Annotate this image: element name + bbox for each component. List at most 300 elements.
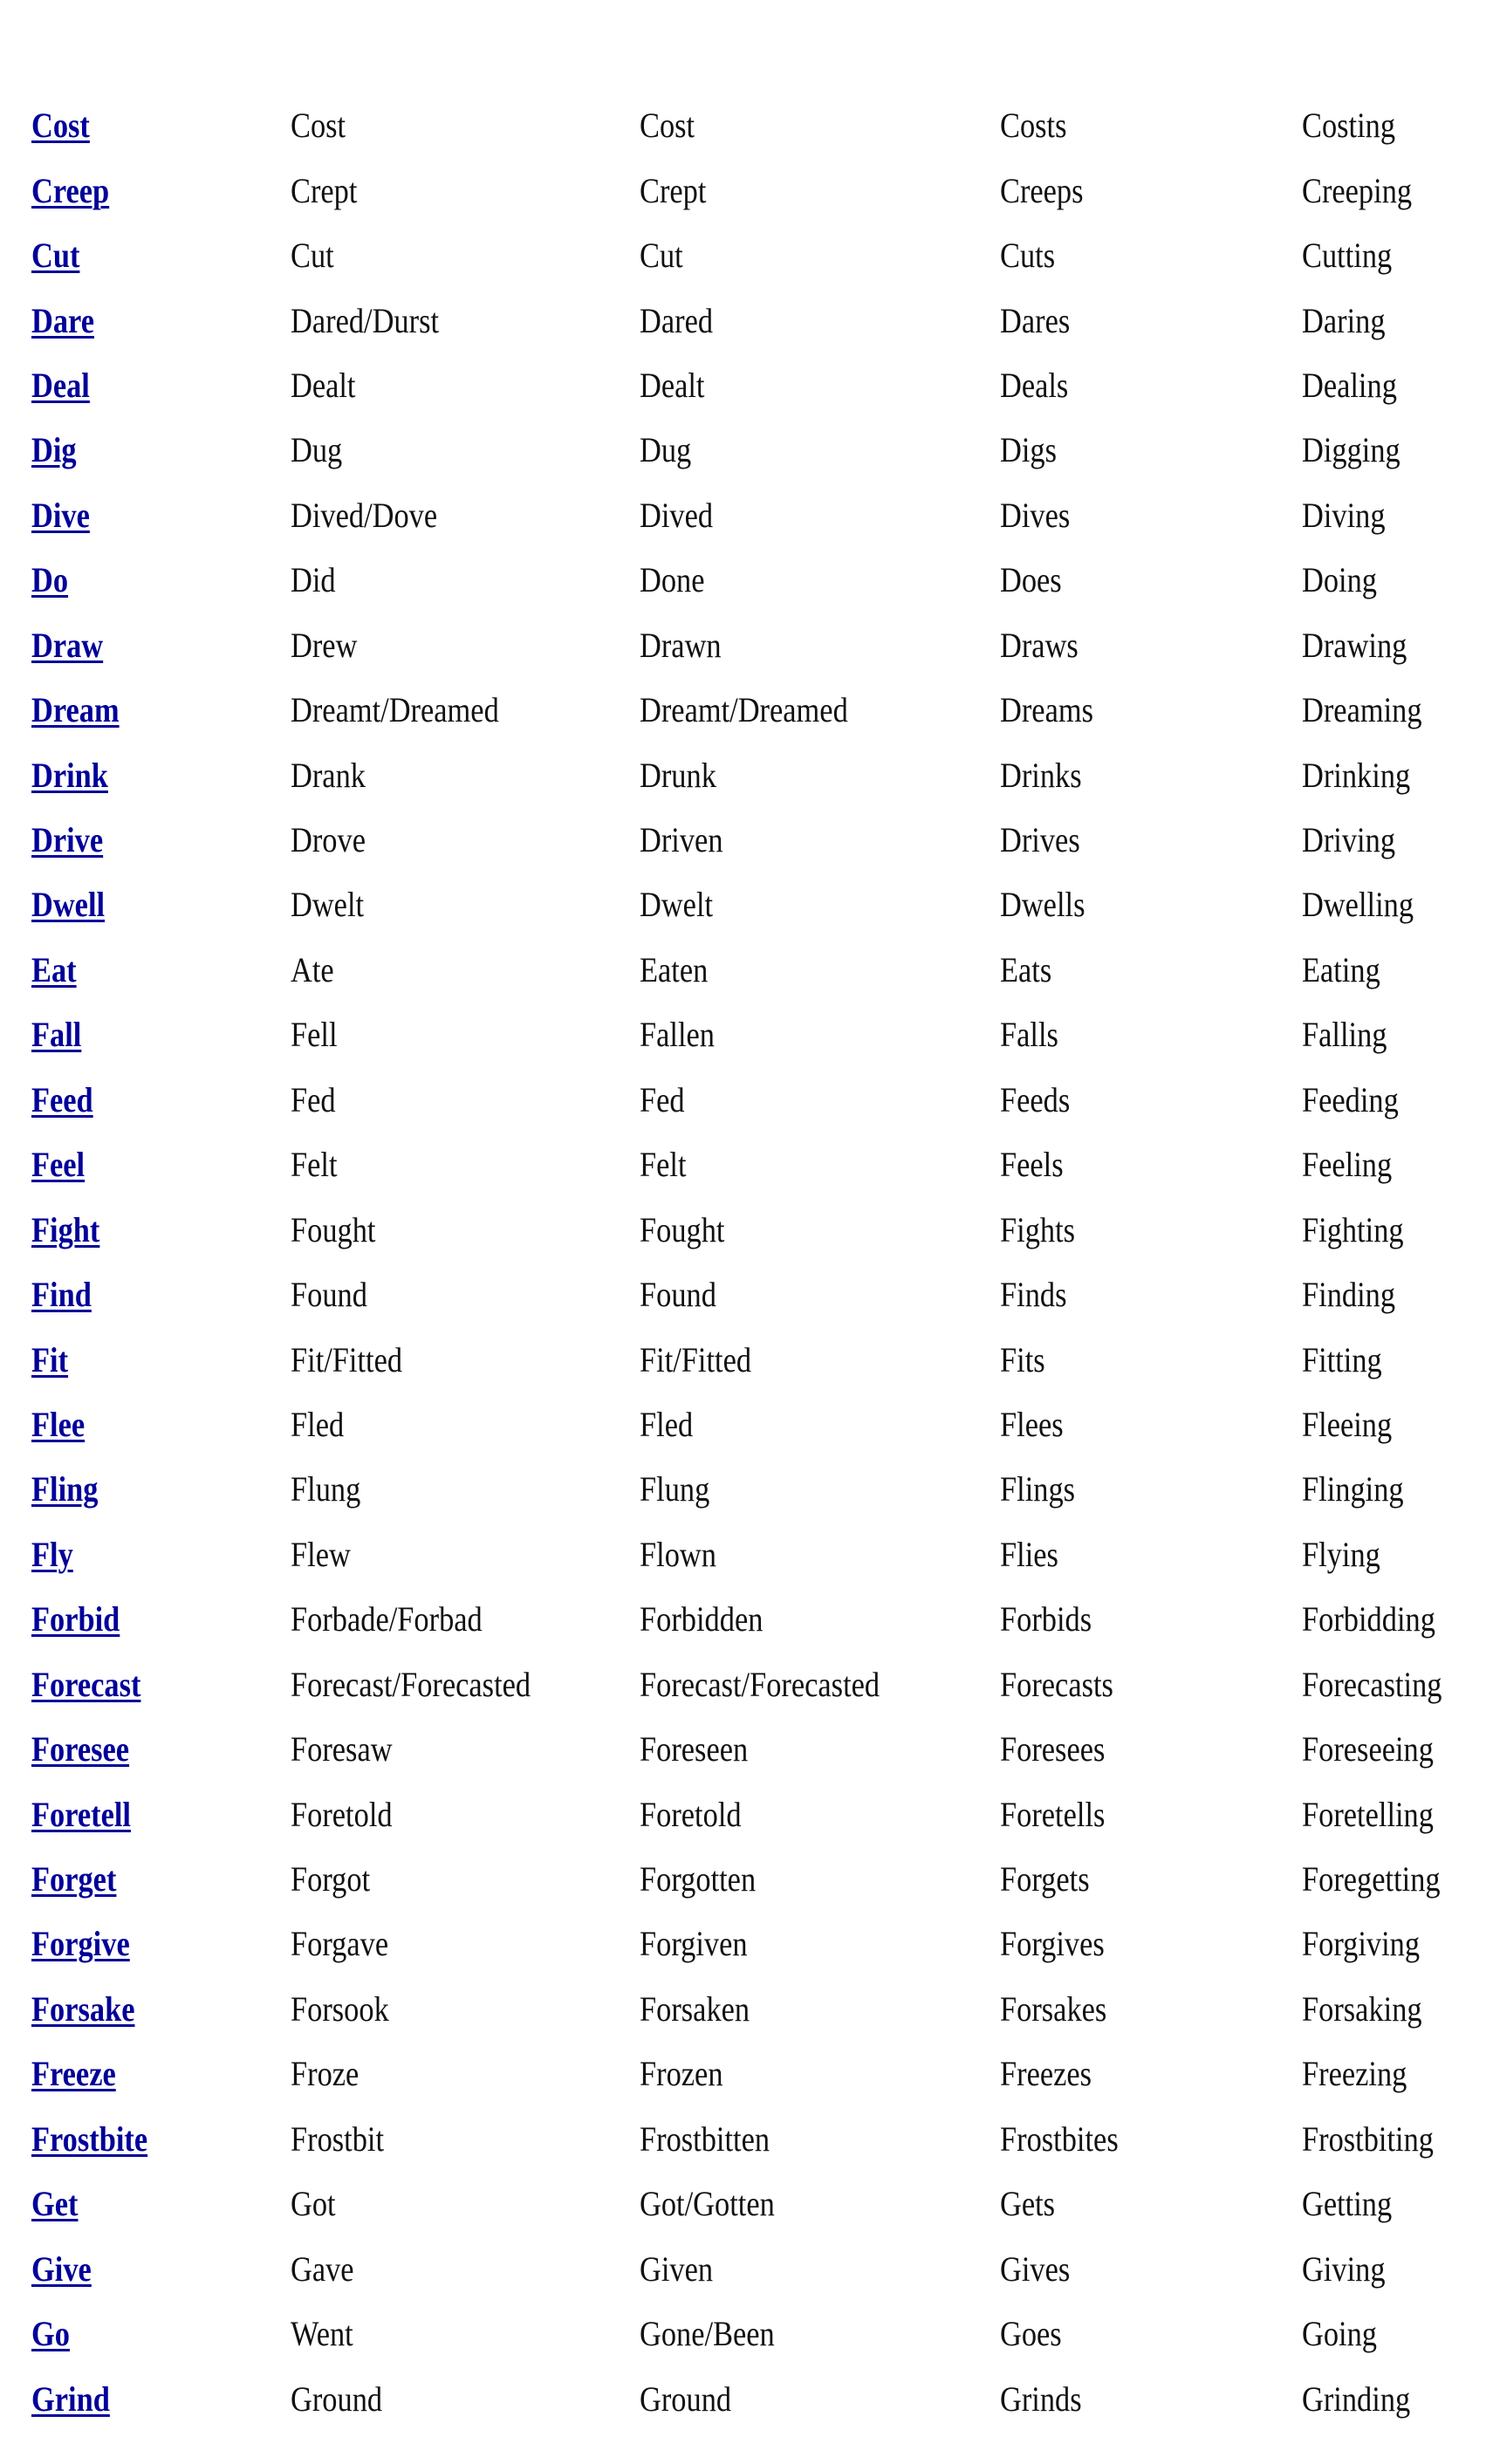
third-person: Goes: [1000, 2314, 1062, 2354]
base-verb-link-cell: [31, 2378, 122, 2419]
past-simple: Fell: [291, 1015, 338, 1055]
past-participle: Dreamt/Dreamed: [640, 690, 848, 730]
past-simple: Drank: [291, 755, 366, 795]
third-person-cell: [1000, 1404, 1073, 1444]
past-simple: Dug: [291, 430, 343, 470]
present-participle-cell: [1302, 1209, 1421, 1249]
past-participle: Ground: [640, 2378, 732, 2419]
verb-link[interactable]: Do: [31, 560, 69, 600]
past-simple: Found: [291, 1275, 367, 1315]
table-row: [0, 548, 1486, 613]
past-simple: Forsook: [291, 1988, 389, 2029]
table-row: [0, 1977, 1486, 2042]
verb-link[interactable]: Forsake: [31, 1988, 135, 2029]
past-participle-cell: [640, 1404, 702, 1444]
past-participle: Dared: [640, 300, 714, 340]
third-person: Forecasts: [1000, 1664, 1113, 1704]
third-person: Dares: [1000, 300, 1071, 340]
present-participle: Giving: [1302, 2248, 1386, 2289]
past-simple: Fled: [291, 1404, 345, 1444]
verb-link[interactable]: Drive: [31, 820, 104, 860]
past-simple-cell: [291, 2184, 343, 2224]
past-participle: Drunk: [640, 755, 716, 795]
past-participle: Dug: [640, 430, 692, 470]
table-row: [0, 2302, 1486, 2366]
past-simple-cell: [291, 1988, 405, 2029]
table-row: [0, 1782, 1486, 1846]
third-person-cell: [1000, 2118, 1138, 2159]
base-verb-link-cell: [31, 170, 122, 210]
past-participle-cell: [640, 2314, 797, 2354]
third-person-cell: [1000, 1859, 1104, 1899]
base-verb-link-cell: [31, 2314, 76, 2354]
past-participle-cell: [640, 1534, 729, 1574]
third-person-cell: [1000, 560, 1072, 600]
table-row: [0, 2172, 1486, 2236]
past-simple-cell: [291, 1404, 353, 1444]
past-participle-cell: [640, 236, 690, 276]
past-simple-cell: [291, 1145, 345, 1185]
present-participle-cell: [1302, 885, 1432, 925]
past-participle: Frozen: [640, 2054, 723, 2094]
base-verb-link-cell: [31, 1988, 152, 2029]
past-simple: Cost: [291, 106, 346, 146]
verb-link[interactable]: Dwell: [31, 885, 106, 925]
third-person-cell: [1000, 106, 1078, 146]
past-participle: Done: [640, 560, 705, 600]
third-person-cell: [1000, 1924, 1121, 1964]
verb-link[interactable]: Find: [31, 1275, 92, 1315]
past-participle-cell: [640, 430, 700, 470]
past-participle-cell: [640, 1469, 721, 1509]
present-participle-cell: [1302, 1729, 1455, 1769]
past-participle: Foretold: [640, 1794, 742, 1834]
past-simple-cell: [291, 1924, 404, 1964]
past-participle-cell: [640, 300, 725, 340]
present-participle: Forbidding: [1302, 1599, 1435, 1639]
present-participle: Forgiving: [1302, 1924, 1421, 1964]
third-person: Frostbites: [1000, 2118, 1119, 2159]
base-verb-link-cell: [31, 495, 99, 535]
past-participle: Forbidden: [640, 1599, 764, 1639]
third-person: Drinks: [1000, 755, 1082, 795]
third-person-cell: [1000, 690, 1108, 730]
present-participle: Driving: [1302, 820, 1396, 860]
third-person-cell: [1000, 2314, 1072, 2354]
past-simple-cell: [291, 1534, 360, 1574]
verb-link[interactable]: Grind: [31, 2378, 110, 2419]
base-verb-link-cell: [31, 820, 115, 860]
verb-link[interactable]: Give: [31, 2248, 92, 2289]
third-person: Flees: [1000, 1404, 1064, 1444]
present-participle: Eating: [1302, 949, 1380, 989]
table-row: [0, 1068, 1486, 1133]
third-person: Finds: [1000, 1275, 1067, 1315]
past-participle-cell: [640, 365, 716, 405]
table-row: [0, 1523, 1486, 1587]
base-verb-link-cell: [31, 625, 115, 665]
past-simple: Fed: [291, 1079, 336, 1119]
past-participle-cell: [640, 1599, 783, 1639]
past-simple-cell: [291, 625, 368, 665]
past-simple: Ate: [291, 949, 334, 989]
past-participle: Dived: [640, 495, 714, 535]
table-row: [0, 1393, 1486, 1457]
present-participle-cell: [1302, 170, 1430, 210]
third-person-cell: [1000, 365, 1079, 405]
past-participle: Fallen: [640, 1015, 715, 1055]
third-person-cell: [1000, 625, 1091, 665]
third-person: Fits: [1000, 1339, 1045, 1379]
past-simple: Went: [291, 2314, 353, 2354]
base-verb-link-cell: [31, 2054, 129, 2094]
past-participle: Forsaken: [640, 1988, 750, 2029]
table-row: [0, 223, 1486, 288]
verb-link[interactable]: Fly: [31, 1534, 73, 1574]
past-participle: Felt: [640, 1145, 687, 1185]
third-person: Dwells: [1000, 885, 1085, 925]
present-participle-cell: [1302, 430, 1416, 470]
present-participle: Daring: [1302, 300, 1386, 340]
verb-link[interactable]: Draw: [31, 625, 104, 665]
present-participle-cell: [1302, 1924, 1439, 1964]
table-row: [0, 808, 1486, 873]
verb-link[interactable]: Dream: [31, 690, 120, 730]
verb-link[interactable]: Forgive: [31, 1924, 130, 1964]
past-simple: Foretold: [291, 1794, 393, 1834]
past-participle: Drawn: [640, 625, 722, 665]
table-row: [0, 938, 1486, 1003]
verb-link[interactable]: Foretell: [31, 1794, 131, 1834]
third-person-cell: [1000, 755, 1095, 795]
third-person: Forgets: [1000, 1859, 1090, 1899]
verb-link[interactable]: Drink: [31, 755, 108, 795]
present-participle: Forecasting: [1302, 1664, 1442, 1704]
past-participle-cell: [640, 1079, 692, 1119]
past-participle-cell: [640, 1015, 727, 1055]
verb-link[interactable]: Forecast: [31, 1664, 141, 1704]
present-participle-cell: [1302, 690, 1441, 730]
third-person-cell: [1000, 1729, 1122, 1769]
third-person-cell: [1000, 1664, 1132, 1704]
present-participle: Grinding: [1302, 2378, 1411, 2419]
verb-link[interactable]: Fling: [31, 1469, 99, 1509]
third-person-cell: [1000, 1534, 1068, 1574]
third-person: Feeds: [1000, 1079, 1071, 1119]
past-participle: Foreseen: [640, 1729, 749, 1769]
third-person-cell: [1000, 1209, 1087, 1249]
third-person-cell: [1000, 1794, 1122, 1834]
past-participle: Fled: [640, 1404, 694, 1444]
base-verb-link-cell: [31, 1079, 103, 1119]
present-participle-cell: [1302, 1015, 1400, 1055]
present-participle-cell: [1302, 1079, 1414, 1119]
past-participle: Fought: [640, 1209, 725, 1249]
past-participle: Dealt: [640, 365, 705, 405]
past-simple-cell: [291, 1209, 389, 1249]
verb-link[interactable]: Cut: [31, 236, 80, 276]
table-row: [0, 483, 1486, 548]
present-participle: Costing: [1302, 106, 1396, 146]
present-participle: Foreseeing: [1302, 1729, 1434, 1769]
past-simple: Dwelt: [291, 885, 365, 925]
present-participle: Drinking: [1302, 755, 1411, 795]
present-participle: Feeling: [1302, 1145, 1393, 1185]
verb-link[interactable]: Fall: [31, 1015, 82, 1055]
present-participle: Flying: [1302, 1534, 1380, 1574]
present-participle-cell: [1302, 365, 1413, 405]
past-simple: Flung: [291, 1469, 361, 1509]
third-person-cell: [1000, 820, 1093, 860]
table-row: [0, 93, 1486, 158]
base-verb-link-cell: [31, 1145, 93, 1185]
base-verb-link-cell: [31, 885, 117, 925]
verb-link[interactable]: Feel: [31, 1145, 86, 1185]
present-participle: Doing: [1302, 560, 1377, 600]
past-participle: Cost: [640, 106, 695, 146]
base-verb-link-cell: [31, 2248, 101, 2289]
verb-link[interactable]: Dare: [31, 300, 94, 340]
table-row: [0, 1457, 1486, 1522]
past-simple-cell: [291, 1469, 372, 1509]
third-person: Deals: [1000, 365, 1069, 405]
past-participle: Crept: [640, 170, 707, 210]
past-simple: Drew: [291, 625, 358, 665]
third-person-cell: [1000, 885, 1099, 925]
past-simple-cell: [291, 1729, 409, 1769]
third-person-cell: [1000, 1988, 1124, 2029]
verb-link[interactable]: Dive: [31, 495, 90, 535]
past-participle-cell: [640, 2248, 725, 2289]
past-participle-cell: [640, 885, 725, 925]
past-participle-cell: [640, 1145, 694, 1185]
base-verb-link-cell: [31, 1534, 80, 1574]
past-simple: Foresaw: [291, 1729, 393, 1769]
third-person-cell: [1000, 236, 1064, 276]
past-participle-cell: [640, 1988, 768, 2029]
verb-link[interactable]: Go: [31, 2314, 70, 2354]
past-simple: Flew: [291, 1534, 351, 1574]
past-simple: Froze: [291, 2054, 360, 2094]
verb-link[interactable]: Deal: [31, 365, 90, 405]
present-participle-cell: [1302, 1145, 1407, 1185]
present-participle-cell: [1302, 625, 1424, 665]
past-simple: Fit/Fitted: [291, 1339, 403, 1379]
base-verb-link-cell: [31, 1924, 146, 1964]
table-row: [0, 158, 1486, 222]
past-participle-cell: [640, 2184, 797, 2224]
present-participle-cell: [1302, 2248, 1399, 2289]
verb-link[interactable]: Flee: [31, 1404, 86, 1444]
past-participle-cell: [640, 1794, 758, 1834]
past-participle-cell: [640, 1729, 765, 1769]
third-person-cell: [1000, 2184, 1064, 2224]
present-participle: Falling: [1302, 1015, 1387, 1055]
verb-link[interactable]: Fight: [31, 1209, 100, 1249]
present-participle: Forsaking: [1302, 1988, 1422, 2029]
table-row: [0, 353, 1486, 418]
present-participle-cell: [1302, 1404, 1407, 1444]
past-simple-cell: [291, 106, 354, 146]
present-participle-cell: [1302, 2054, 1424, 2094]
past-participle-cell: [640, 625, 735, 665]
present-participle: Fleeing: [1302, 1404, 1393, 1444]
past-simple-cell: [291, 755, 378, 795]
base-verb-link-cell: [31, 430, 84, 470]
verb-link[interactable]: Dig: [31, 430, 77, 470]
verb-link[interactable]: Fit: [31, 1339, 69, 1379]
past-simple-cell: [291, 365, 366, 405]
present-participle-cell: [1302, 1794, 1455, 1834]
present-participle-cell: [1302, 1275, 1410, 1315]
verb-link[interactable]: Feed: [31, 1079, 93, 1119]
third-person: Creeps: [1000, 170, 1084, 210]
base-verb-link-cell: [31, 1015, 90, 1055]
past-participle-cell: [640, 495, 725, 535]
verb-link[interactable]: Creep: [31, 170, 110, 210]
third-person: Foretells: [1000, 1794, 1106, 1834]
base-verb-link-cell: [31, 755, 120, 795]
table-row: [0, 418, 1486, 483]
base-verb-link-cell: [31, 1859, 130, 1899]
third-person-cell: [1000, 1339, 1052, 1379]
verb-link[interactable]: Cost: [31, 106, 90, 146]
base-verb-link-cell: [31, 1664, 159, 1704]
present-participle-cell: [1302, 300, 1399, 340]
verb-forms-table: [0, 93, 1486, 2432]
present-participle: Creeping: [1302, 170, 1413, 210]
past-simple-cell: [291, 495, 462, 535]
past-simple-cell: [291, 820, 378, 860]
base-verb-link-cell: [31, 236, 87, 276]
third-person: Digs: [1000, 430, 1057, 470]
past-simple: Dealt: [291, 365, 356, 405]
past-participle: Forgiven: [640, 1924, 748, 1964]
present-participle: Foretelling: [1302, 1794, 1434, 1834]
past-participle-cell: [640, 1664, 919, 1704]
table-row: [0, 288, 1486, 352]
verb-link[interactable]: Foresee: [31, 1729, 130, 1769]
present-participle: Dreaming: [1302, 690, 1422, 730]
past-participle-cell: [640, 2118, 791, 2159]
present-participle: Fitting: [1302, 1339, 1382, 1379]
base-verb-link-cell: [31, 1599, 134, 1639]
verb-link[interactable]: Get: [31, 2184, 79, 2224]
base-verb-link-cell: [31, 1275, 101, 1315]
third-person-cell: [1000, 495, 1081, 535]
table-row: [0, 613, 1486, 678]
table-row: [0, 2042, 1486, 2106]
third-person-cell: [1000, 430, 1066, 470]
table-row: [0, 1587, 1486, 1652]
past-simple-cell: [291, 2314, 363, 2354]
past-simple-cell: [291, 1339, 421, 1379]
third-person: Grinds: [1000, 2378, 1082, 2419]
past-participle-cell: [640, 1209, 738, 1249]
past-participle: Dwelt: [640, 885, 714, 925]
third-person: Forgives: [1000, 1924, 1105, 1964]
present-participle-cell: [1302, 106, 1410, 146]
past-simple-cell: [291, 2248, 364, 2289]
present-participle: Flinging: [1302, 1469, 1404, 1509]
third-person: Dives: [1000, 495, 1071, 535]
third-person: Forbids: [1000, 1599, 1092, 1639]
present-participle-cell: [1302, 1664, 1465, 1704]
present-participle-cell: [1302, 1988, 1441, 2029]
verb-link[interactable]: Freeze: [31, 2054, 116, 2094]
verb-link[interactable]: Forbid: [31, 1599, 120, 1639]
present-participle-cell: [1302, 1339, 1395, 1379]
verb-link[interactable]: Eat: [31, 949, 77, 989]
present-participle-cell: [1302, 2314, 1389, 2354]
past-participle: Flung: [640, 1469, 710, 1509]
base-verb-link-cell: [31, 1469, 109, 1509]
table-row: [0, 1263, 1486, 1327]
present-participle: Finding: [1302, 1275, 1396, 1315]
third-person: Fights: [1000, 1209, 1076, 1249]
third-person: Feels: [1000, 1145, 1064, 1185]
past-participle-cell: [640, 949, 719, 989]
present-participle-cell: [1302, 236, 1407, 276]
base-verb-link-cell: [31, 106, 99, 146]
past-participle-cell: [640, 1339, 770, 1379]
third-person-cell: [1000, 2054, 1106, 2094]
third-person: Forsakes: [1000, 1988, 1107, 2029]
present-participle: Cutting: [1302, 236, 1393, 276]
table-row: [0, 1653, 1486, 1717]
past-participle-cell: [640, 560, 716, 600]
past-simple: Forbade/Forbad: [291, 1599, 483, 1639]
past-simple: Frostbit: [291, 2118, 385, 2159]
table-row: [0, 1847, 1486, 1912]
past-simple-cell: [291, 300, 463, 340]
past-simple: Ground: [291, 2378, 383, 2419]
verb-link[interactable]: Frostbite: [31, 2118, 148, 2159]
past-participle-cell: [640, 755, 729, 795]
past-simple-cell: [291, 949, 341, 989]
past-participle-cell: [640, 2378, 746, 2419]
table-row: [0, 1003, 1486, 1067]
past-simple: Gave: [291, 2248, 354, 2289]
present-participle: Fighting: [1302, 1209, 1404, 1249]
table-row: [0, 1912, 1486, 1976]
third-person: Dreams: [1000, 690, 1093, 730]
third-person-cell: [1000, 1599, 1106, 1639]
present-participle: Diving: [1302, 495, 1386, 535]
past-participle: Frostbitten: [640, 2118, 770, 2159]
past-participle: Eaten: [640, 949, 709, 989]
present-participle-cell: [1302, 2184, 1407, 2224]
past-simple-cell: [291, 1664, 570, 1704]
past-simple-cell: [291, 2054, 370, 2094]
past-simple-cell: [291, 1859, 383, 1899]
past-simple: Dreamt/Dreamed: [291, 690, 499, 730]
past-participle-cell: [640, 820, 736, 860]
past-simple-cell: [291, 430, 351, 470]
present-participle: Going: [1302, 2314, 1377, 2354]
base-verb-link-cell: [31, 2118, 167, 2159]
third-person: Flings: [1000, 1469, 1076, 1509]
past-simple: Dared/Durst: [291, 300, 440, 340]
present-participle: Getting: [1302, 2184, 1393, 2224]
present-participle-cell: [1302, 560, 1389, 600]
present-participle: Frostbiting: [1302, 2118, 1435, 2159]
past-simple-cell: [291, 236, 341, 276]
third-person: Flies: [1000, 1534, 1058, 1574]
third-person: Gives: [1000, 2248, 1071, 2289]
third-person: Draws: [1000, 625, 1079, 665]
verb-link[interactable]: Forget: [31, 1859, 117, 1899]
